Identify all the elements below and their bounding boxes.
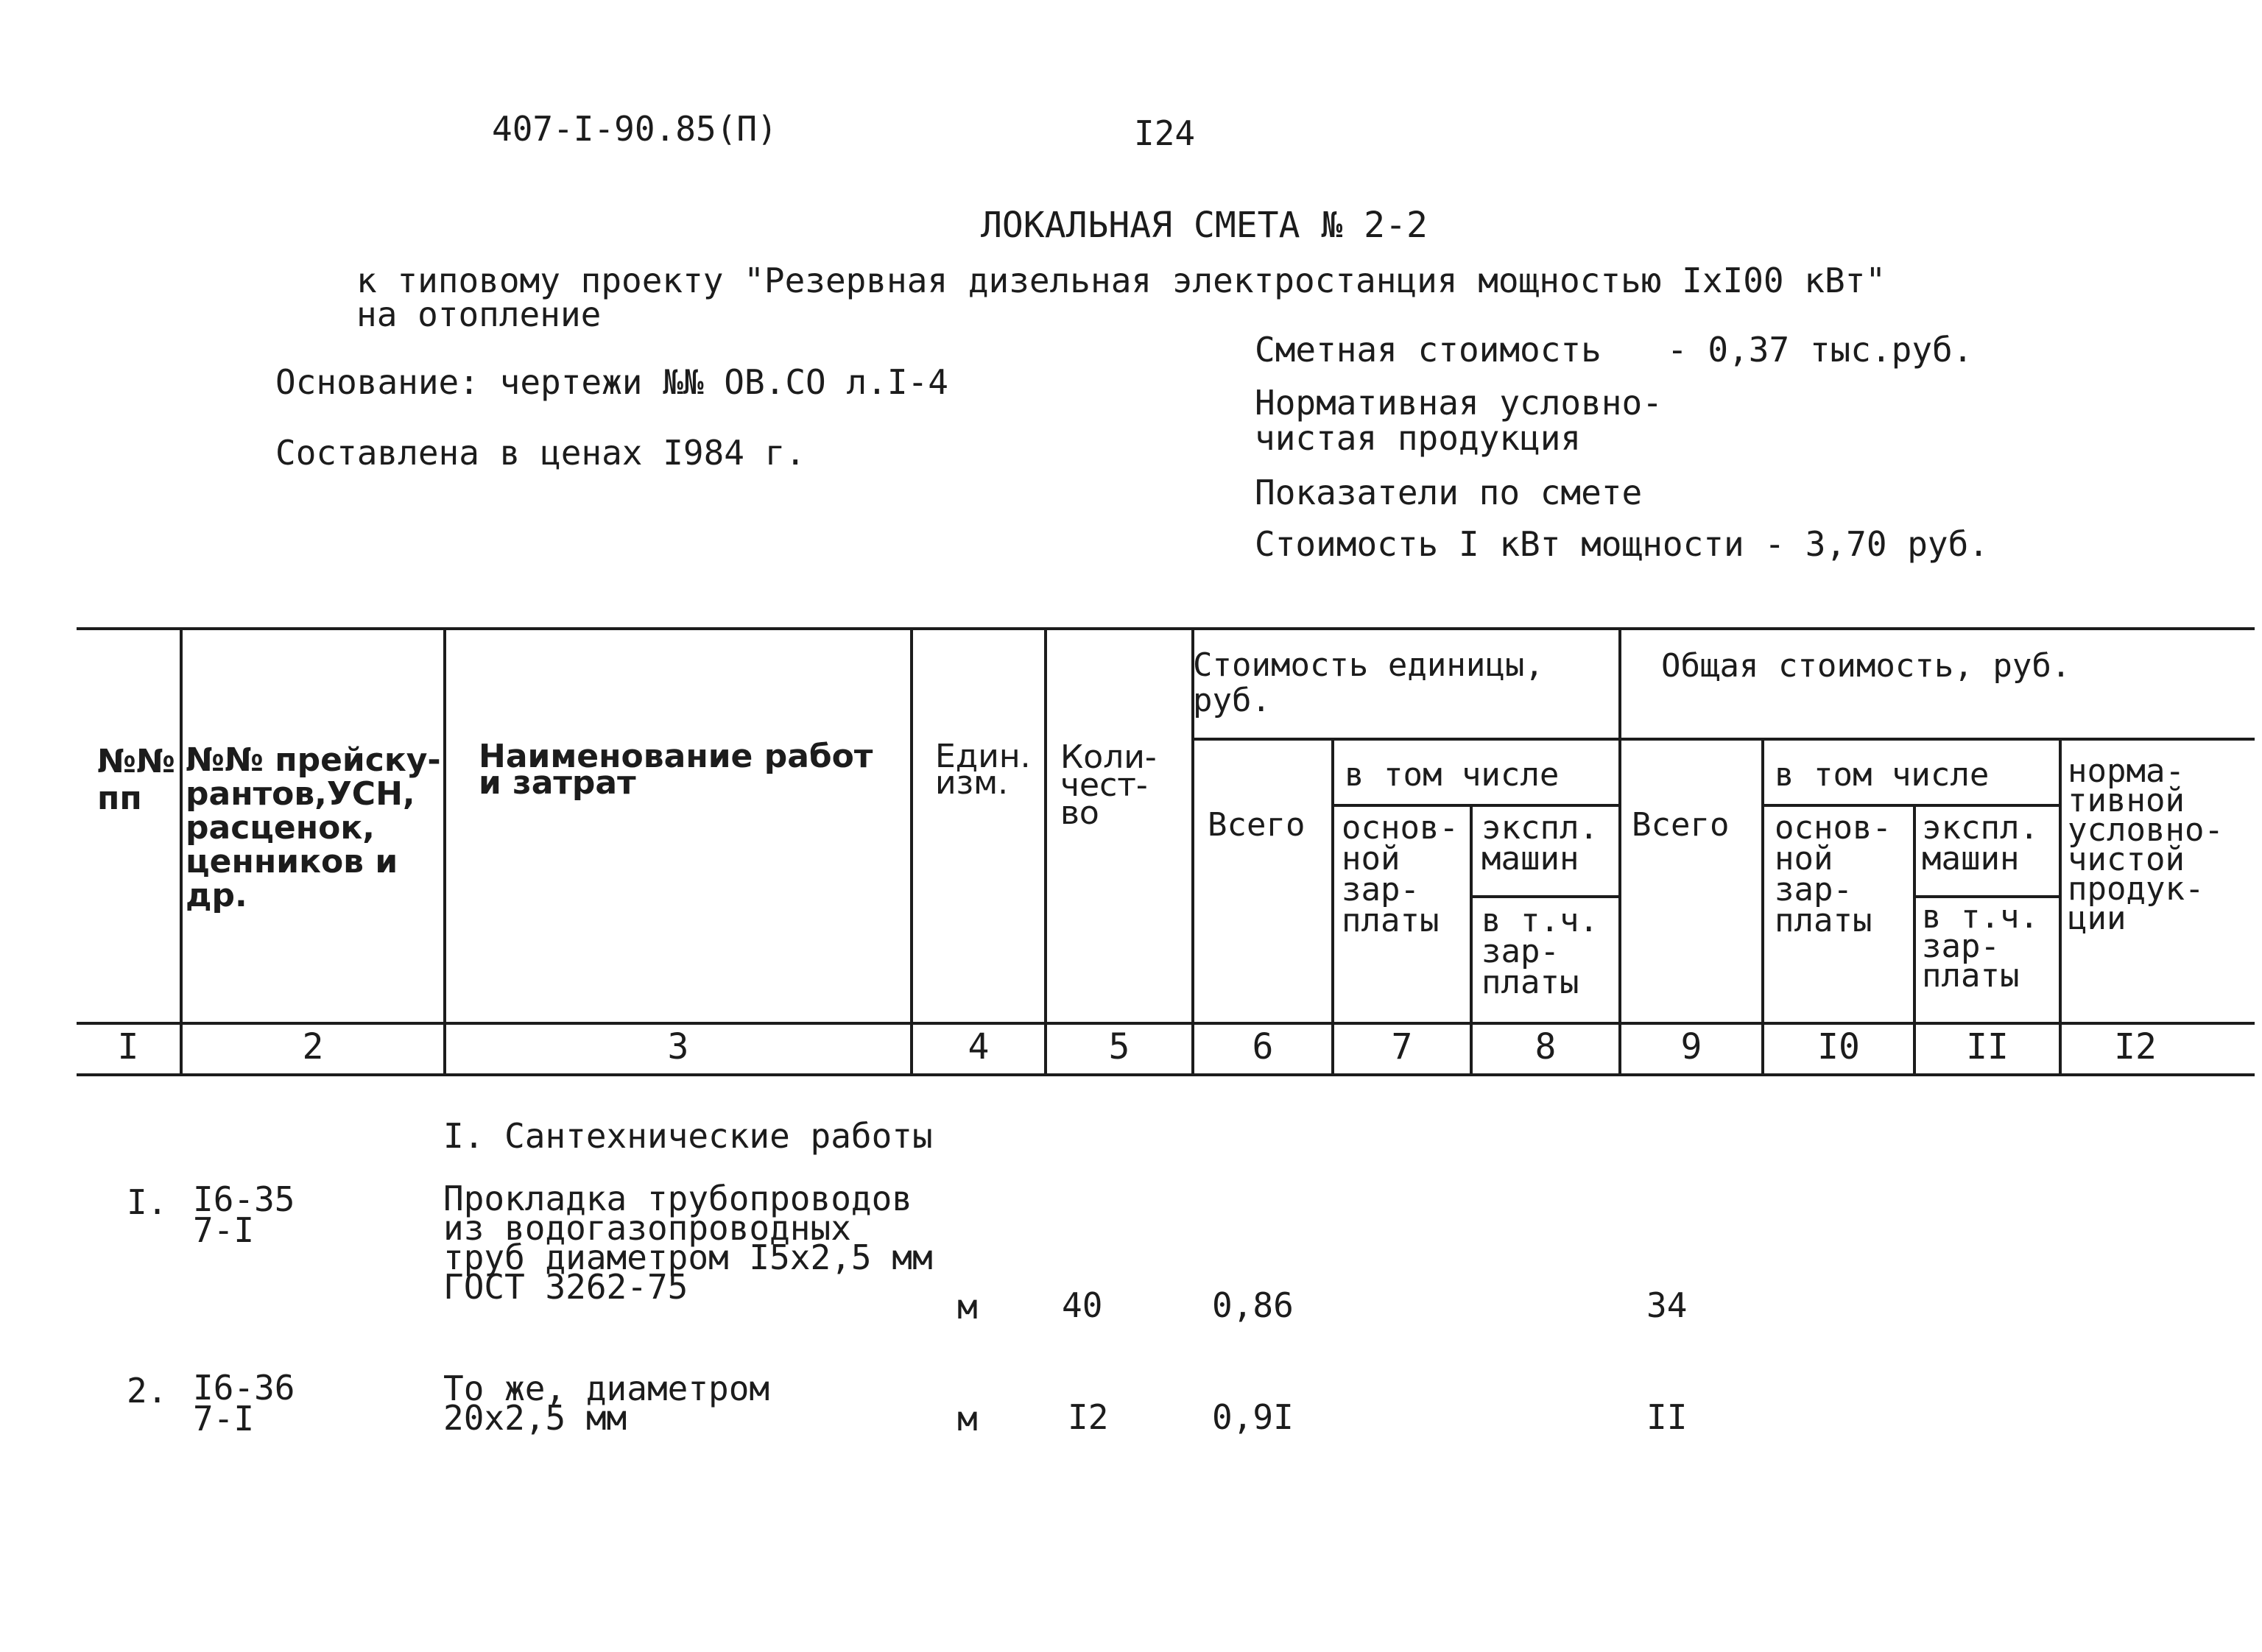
row-2-unit-cost: 0,9I <box>1212 1397 1294 1437</box>
row-1-unit: м <box>957 1287 978 1327</box>
column-number: 9 <box>1680 1026 1702 1067</box>
header-unit: Един. изм. <box>935 738 1031 802</box>
column-number: 6 <box>1252 1026 1274 1067</box>
header-normative: норма- тивной условно- чистой продук- ции <box>2068 752 2224 937</box>
column-number: 4 <box>968 1026 990 1067</box>
col-divider <box>1761 738 1764 1076</box>
header-total-cost-group: Общая стоимость, руб. <box>1661 647 2071 685</box>
row-2-unit: м <box>957 1399 978 1439</box>
header-quantity: Коли- чест- во <box>1060 738 1157 832</box>
header-unit-incl-wage: в т.ч. зар- платы <box>1481 902 1599 1001</box>
prices-line: Составлена в ценах I984 г. <box>275 433 806 473</box>
document-title: ЛОКАЛЬНАЯ СМЕТА № 2-2 <box>981 205 1428 246</box>
incl-rule-left <box>1331 804 1618 807</box>
row-1-total: 34 <box>1646 1285 1688 1325</box>
section-title: I. Сантехнические работы <box>443 1116 933 1156</box>
estimated-cost-label: Сметная стоимость <box>1255 330 1602 370</box>
machines-rule-left <box>1470 895 1618 898</box>
row-1-unit-cost: 0,86 <box>1212 1285 1294 1325</box>
indicators-line: Показатели по смете <box>1255 473 1643 512</box>
header-unit-cost-group: Стоимость единицы, руб. <box>1193 646 1544 719</box>
column-number: 8 <box>1535 1026 1557 1067</box>
header-unit-total: Всего <box>1208 806 1306 844</box>
subtitle-line-1: к типовому проекту "Резервная дизельная электростанция мощностью IxI00 кВт" <box>356 261 1886 300</box>
table-top-rule <box>77 627 2255 630</box>
header-total-machines: экспл. машин <box>1922 809 2039 878</box>
col-divider <box>1331 738 1334 1076</box>
header-price-list: №№ прейску- рантов,УСН, расценок, ценников и др. <box>186 741 441 914</box>
document-code: 407-I-90.85(П) <box>492 109 778 149</box>
estimated-cost-value: - 0,37 тыс.руб. <box>1667 330 1973 370</box>
basis-line: Основание: чертежи №№ ОВ.СО л.I-4 <box>275 362 948 402</box>
page-number: I24 <box>1134 113 1196 153</box>
header-total-base-wage: основ- ной зар- платы <box>1775 809 1892 939</box>
header-row-number: №№ пп <box>97 743 175 817</box>
column-number: I <box>117 1026 139 1067</box>
row-2-number: 2. <box>127 1371 168 1411</box>
column-number: 5 <box>1108 1026 1130 1067</box>
header-total-incl: в том числе <box>1775 756 1990 794</box>
column-number: I0 <box>1817 1026 1860 1067</box>
column-number: 3 <box>667 1026 689 1067</box>
row-2-code: I6-36 7-I <box>193 1368 295 1439</box>
row-2-total: II <box>1646 1397 1688 1437</box>
unit-cost-line: Стоимость I кВт мощности - 3,70 руб. <box>1255 524 1989 564</box>
row-1-name: Прокладка трубопроводов из водогазопроводных труб диаметром I5x2,5 мм ГОСТ 3262-75 <box>443 1179 933 1307</box>
column-number: I2 <box>2114 1026 2157 1067</box>
header-bottom-rule <box>77 1022 2255 1025</box>
col-divider <box>1044 627 1047 1076</box>
normative-line-2: чистая продукция <box>1255 418 1582 458</box>
col-divider <box>180 627 183 1076</box>
row-1-code: I6-35 7-I <box>193 1179 295 1250</box>
numbers-bottom-rule <box>77 1073 2255 1076</box>
col-divider <box>2059 738 2062 1076</box>
col-divider <box>910 627 913 1076</box>
header-unit-machines: экспл. машин <box>1481 809 1599 878</box>
column-number: II <box>1966 1026 2009 1067</box>
row-2-name: То же, диаметром 20x2,5 мм <box>443 1369 770 1438</box>
row-2-quantity: I2 <box>1068 1397 1109 1437</box>
header-total-all: Всего <box>1632 806 1730 844</box>
header-unit-incl: в том числе <box>1345 756 1560 794</box>
normative-line-1: Нормативная условно- <box>1255 383 1663 423</box>
subtitle-line-2: на отопление <box>356 294 602 334</box>
row-1-quantity: 40 <box>1062 1285 1103 1325</box>
group-header-rule <box>1191 738 2255 741</box>
header-total-incl-wage: в т.ч. зар- платы <box>1922 898 2039 995</box>
column-number: 7 <box>1391 1026 1413 1067</box>
column-number: 2 <box>302 1026 324 1067</box>
header-work-name: Наименование работ и затрат <box>479 738 873 802</box>
incl-rule-right <box>1761 804 2059 807</box>
header-unit-base-wage: основ- ной зар- платы <box>1342 809 1459 939</box>
row-1-number: I. <box>127 1182 168 1222</box>
col-divider <box>443 627 446 1076</box>
